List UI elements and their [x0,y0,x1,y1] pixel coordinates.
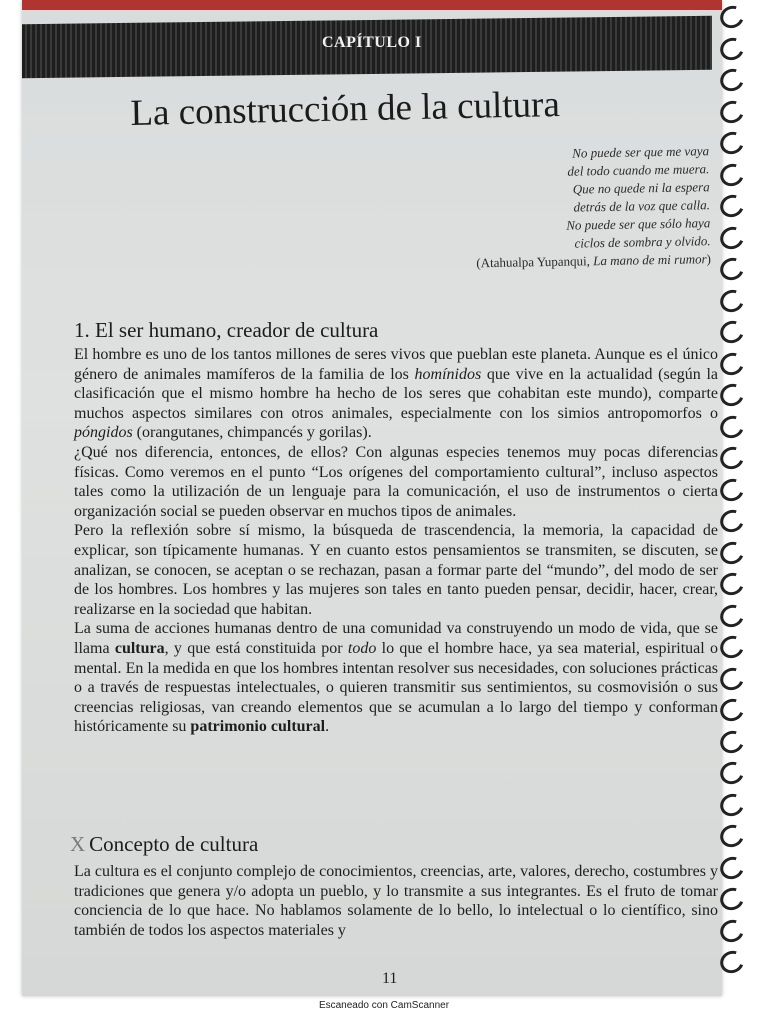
spiral-coil [716,348,747,378]
spiral-coil [716,506,747,536]
spiral-coil [716,569,747,599]
epigraph-line: del todo cuando me muera. [567,161,710,179]
spiral-coil [716,411,747,441]
scanner-footer: Escaneado con CamScanner [318,1000,450,1011]
chapter-title: La construcción de la cultura [130,84,561,134]
spiral-coil [716,65,747,95]
text-run: , y que está constituida por [164,639,348,657]
epigraph-line: ciclos de sombra y olvido. [574,233,711,251]
text-run: (orangutanes, chimpancés y gorilas). [132,424,372,442]
citation-work: La mano de mi rumor [593,251,707,269]
section-title-ser-humano: 1. El ser humano, creador de cultura [74,318,379,342]
spiral-binding [712,0,768,1000]
spiral-coil [716,191,747,221]
spiral-coil [716,317,747,347]
spiral-coil [716,159,747,189]
spiral-coil [716,632,747,662]
epigraph-line: detrás de la voz que calla. [573,197,711,215]
section-body-concepto [74,862,718,940]
spiral-coil [716,884,747,914]
epigraph-line: No puede ser que sólo haya [566,215,711,233]
epigraph [389,142,711,274]
scanned-page [22,0,722,996]
spiral-coil [716,758,747,788]
spiral-coil [716,663,747,693]
chapter-label: CAPÍTULO I [322,34,422,51]
citation-author: (Atahualpa Yupanqui, [476,253,594,271]
section-title-text: Concepto de cultura [89,832,259,856]
spiral-coil [716,33,747,63]
text-run: lo que el hombre hace, ya sea material, espiritual o mental. En la medida en que los hombres intentan resolver sus necesidades, con soluciones prácticas o a través de respuestas intelectuales, o quieren transmitir sus sentimientos, su cosmovisión o sus creencias religiosas, van creando elementos que se acumulan a lo largo del tiempo y conforman históricamente su [74,639,719,736]
spiral-coil [716,915,747,945]
paragraph: Pero la reflexión sobre sí mismo, la búsqueda de trascendencia, la memoria, la capacidad de explicar, son típicamente humanas. Y en cuanto estos pensamientos se transmiten, se discuten, se analizan, se conocen, se aceptan o se rechazan, pasan a formar parte del “mundo”, del modo de ser de los hombres. Los hombres y las mujeres son tales en tanto pueden pensar, decidir, hacer, crear, realizarse en la sociedad que habitan. [74,522,718,618]
term-patrimonio-cultural: patrimonio cultural [190,718,326,736]
spiral-coil [716,254,747,284]
page-number: 11 [382,970,398,987]
spiral-coil [716,128,747,158]
spiral-coil [716,789,747,819]
spiral-coil [716,726,747,756]
epigraph-line: Que no quede ni la espera [572,179,710,197]
term-pongidos: póngidos [74,424,133,442]
spiral-coil [716,443,747,473]
text-run: El hombre es uno de los tantos millones de seres vivos que pueblan este planeta. Aunque es el único género de animales mamíferos de la familia de los [74,346,718,383]
paragraph [74,619,718,737]
spiral-coil [716,695,747,725]
paragraph [74,345,718,443]
term-todo: todo [347,639,377,657]
text-run: La suma de acciones humanas dentro de una comunidad va construyendo un modo de vida, que se llama [74,620,718,657]
section-body-ser-humano [74,345,718,737]
text-run: que vive en la actualidad (según la clasificación que el mismo hombre ha hecho de los seres que cohabitan este mundo), comparte muchos aspectos similares con otros animales, especialmente con los simios antropomorfos o [74,365,719,422]
spiral-coil [716,474,747,504]
term-hominidos: homínidos [414,365,482,383]
section-title-concepto [70,832,258,857]
spiral-coil [716,947,747,977]
spiral-coil [716,852,747,882]
paragraph: ¿Qué nos diferencia, entonces, de ellos? Con algunas especies tenemos muy pocas diferencias físicas. Como veremos en el punto “Los orígenes del comportamiento cultural”, incluso aspectos tales como la utilización de un lenguaje para la comunicación, el uso de instrumentos o cierta organización social se pueden observar en muchos tipos de animales. [74,443,718,520]
spiral-coil [716,821,747,851]
paragraph: La cultura es el conjunto complejo de conocimientos, creencias, arte, valores, derecho, costumbres y tradiciones que genera y/o adopta un pueblo, y lo transmite a sus integrantes. Es el fruto de tomar conciencia de lo que hace. No hablamos solamente de lo bello, lo intelectual o lo científico, sino también de todos los aspectos materiales y [74,863,718,939]
text-run: . [325,718,330,736]
citation-close: ) [706,251,712,267]
term-cultura: cultura [114,639,165,657]
spiral-coil [716,2,747,32]
spiral-coil [716,285,747,315]
spiral-coil [716,380,747,410]
handwritten-mark: X [70,832,86,856]
spiral-coil [716,600,747,630]
epigraph-line: No puede ser que me vaya [572,143,710,161]
page-top-edge [22,0,722,10]
spiral-coil [716,222,747,252]
spiral-coil [716,96,747,126]
spiral-coil [716,537,747,567]
